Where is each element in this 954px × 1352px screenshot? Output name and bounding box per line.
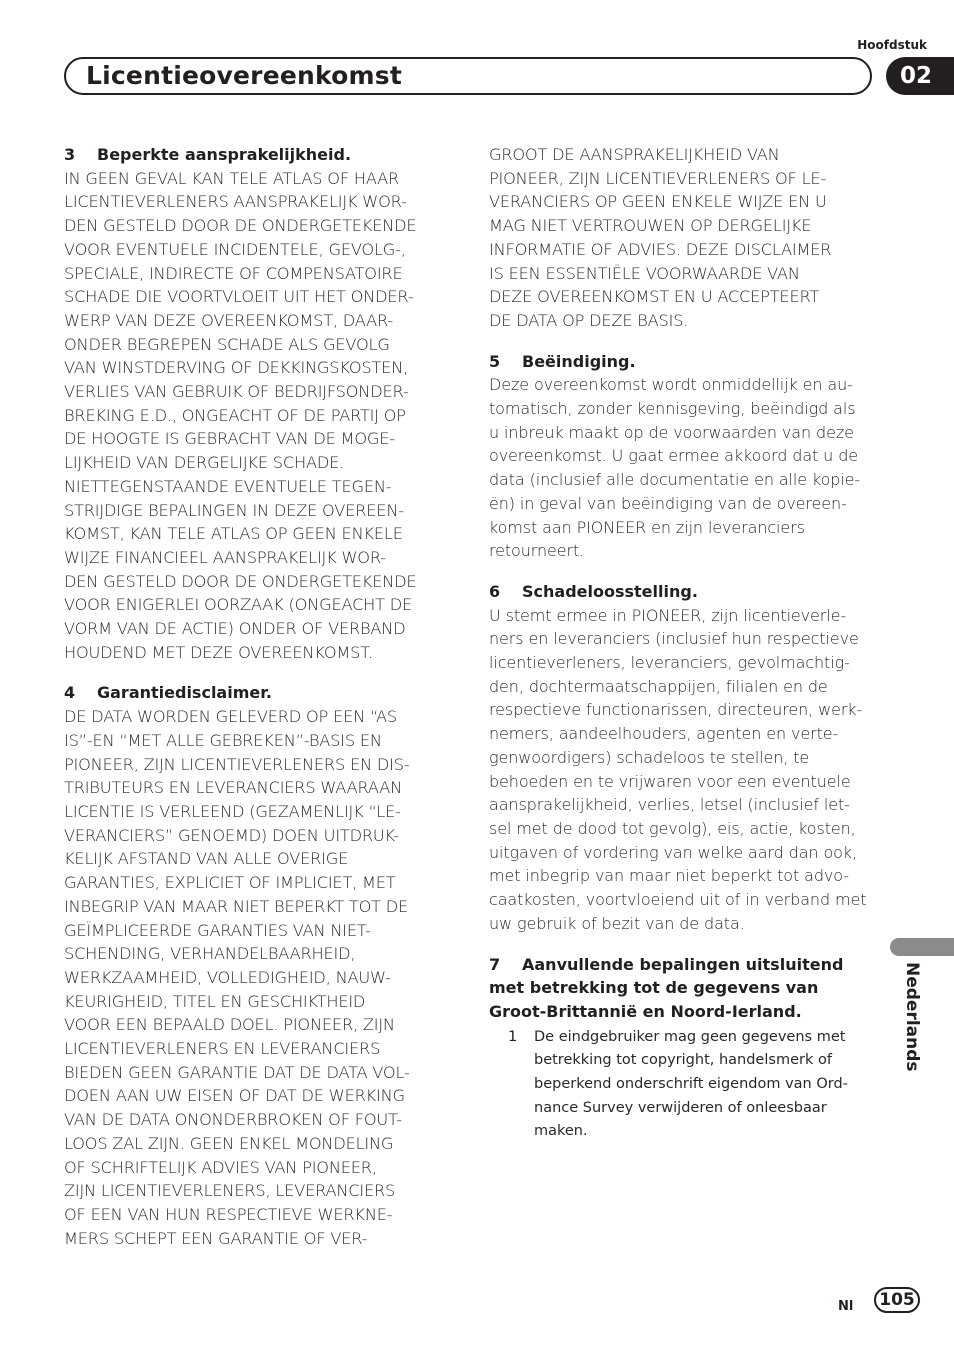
section-7 xyxy=(489,953,875,1145)
section-number: 4 xyxy=(64,683,76,703)
page-number: 105 xyxy=(874,1287,920,1313)
section-heading xyxy=(64,143,450,167)
section-number: 3 xyxy=(64,145,76,164)
section-heading xyxy=(489,350,875,374)
section-body: U stemt ermee in PIONEER, zijn licentieverle- ners en leveranciers (inclusief hun respectieve licentieverleners, leveranciers, gevolmachtig- den, dochtermaatschappijen, filialen en de respectieve functionarissen, directeuren, werk- nemers, aandeelhouders, agenten en verte- genwoordigers) schadeloos te stellen, te behoeden en te vrijwaren voor een eventuele aansprakelijkheid, verlies, letsel (inclusief let- sel met de dood tot gevolg), eis, actie, kosten, uitgaven of vordering van welke aard dan ook, met inbegrip van maar niet beperkt tot advo- caatkosten, voortvloeiend uit of in verband met uw gebruik of bezit van de data. xyxy=(489,605,867,933)
list-item-text: De eindgebruiker mag geen gegevens met betrekking tot copyright, handelsmerk of beperkend onderschrift eigendom van Ord- nance Survey verwijderen of onleesbaar maken. xyxy=(534,1028,848,1140)
section-title: Garantiedisclaimer. xyxy=(97,683,272,703)
section-body: DE DATA WORDEN GELEVERD OP EEN “AS IS”-EN “MET ALLE GEBREKEN”-BASIS EN PIONEER, ZIJN LICENTIEVERLENERS EN DIS- TRIBUTEURS EN LEVERANCIERS WAARAAN LICENTIE IS VERLEEND (GEZAMENLIJK “LE- VERANCIERS” GENOEMD) DOEN UITDRUK- KELIJK AFSTAND VAN ALLE OVERIGE GARANTIES, EXPLICIET OF IMPLICIET, MET INBEGRIP VAN MAAR NIET BEPERKT TOT DE GEÏMPLICEERDE GARANTIES VAN NIET- SCHENDING, VERHANDELBAARHEID, WERKZAAMHEID, VOLLEDIGHEID, NAUW- KEURIGHEID, TITEL EN GESCHIKTHEID VOOR EEN BEPAALD DOEL. PIONEER, ZIJN LICENTIEVERLENERS EN LEVERANCIERS BIEDEN GEEN GARANTIE DAT DE DATA VOL- DOEN AAN UW EISEN OF DAT DE WERKING VAN DE DATA ONONDERBROKEN OF FOUT- LOOS ZAL ZIJN. GEEN ENKEL MONDELING OF SCHRIFTELIJK ADVIES VAN PIONEER, ZIJN LICENTIEVERLENERS, LEVERANCIERS OF EEN VAN HUN RESPECTIEVE WERKNE- MERS SCHEPT EEN GARANTIE OF VER- xyxy=(64,707,410,1248)
right-column xyxy=(489,143,875,1161)
section-body: GROOT DE AANSPRAKELIJKHEID VAN PIONEER, ZIJN LICENTIEVERLENERS OF LE- VERANCIERS OP GEEN ENKELE WIJZE EN U MAG NIET VERTROUWEN OP DERGELIJKE INFORMATIE OF ADVIES. DEZE DISCLAIMER IS EEN ESSENTIËLE VOORWAARDE VAN DEZE OVEREENKOMST EN U ACCEPTEERT DE DATA OP DEZE BASIS. xyxy=(489,145,832,330)
section-5 xyxy=(489,350,875,563)
section-4-continued xyxy=(489,143,875,333)
section-title: Aanvullende bepalingen uitsluitend xyxy=(522,954,844,974)
language-label-text: Nederlands xyxy=(902,962,922,1072)
page-title: Licentieovereenkomst xyxy=(86,61,403,90)
header-bar xyxy=(64,57,872,95)
section-4 xyxy=(64,681,450,1250)
section-3 xyxy=(64,143,450,664)
section-title: Beëindiging. xyxy=(522,351,636,371)
section-heading xyxy=(489,953,875,977)
section-body: Deze overeenkomst wordt onmiddellijk en au- tomatisch, zonder kennisgeving, beëindigd als u inbreuk maakt op de voorwaarden van deze overeenkomst. U gaat ermee akkoord dat u de data (inclusief alle documentatie en alle kopie- ën) in geval van beëindiging van de overeen- komst aan PIONEER en zijn leveranciers retourneert. xyxy=(489,375,861,561)
section-6 xyxy=(489,580,875,936)
section-heading xyxy=(489,580,875,604)
section-number: 6 xyxy=(489,581,501,601)
section-title-continued: met betrekking tot de gegevens van Groot-Brittannië en Noord-Ierland. xyxy=(489,978,819,1021)
chapter-label: Hoofdstuk xyxy=(857,38,927,52)
language-code: Nl xyxy=(838,1299,854,1314)
section-title: Beperkte aansprakelijkheid. xyxy=(97,145,352,164)
section-number: 5 xyxy=(489,351,501,371)
language-side-label xyxy=(888,962,928,1082)
section-title: Schadeloosstelling. xyxy=(522,581,698,601)
language-tab-marker xyxy=(890,938,954,956)
chapter-number-tab: 02 xyxy=(886,57,954,95)
list-item xyxy=(489,1026,875,1145)
section-number: 7 xyxy=(489,954,501,974)
section-body: IN GEEN GEVAL KAN TELE ATLAS OF HAAR LICENTIEVERLENERS AANSPRAKELIJK WOR- DEN GESTELD DOOR DE ONDERGETEKENDE VOOR EVENTUELE INCIDENTELE, GEVOLG-, SPECIALE, INDIRECTE OF COMPENSATOIRE SCHADE DIE VOORTVLOEIT UIT HET ONDER- WERP VAN DEZE OVEREENKOMST, DAAR- ONDER BEGREPEN SCHADE ALS GEVOLG VAN WINSTDERVING OF DEKKINGSKOSTEN, VERLIES VAN GEBRUIK OF BEDRIJFSONDER- BREKING E.D., ONGEACHT OF DE PARTIJ OP DE HOOGTE IS GEBRACHT VAN DE MOGE- LIJKHEID VAN DERGELIJKE SCHADE. NIETTEGENSTAANDE EVENTUELE TEGEN- STRIJDIGE BEPALINGEN IN DEZE OVEREEN- KOMST, KAN TELE ATLAS OP GEEN ENKELE WIJZE FINANCIEEL AANSPRAKELIJK WOR- DEN GESTELD DOOR DE ONDERGETEKENDE VOOR ENIGERLEI OORZAAK (ONGEACHT DE VORM VAN DE ACTIE) ONDER OF VERBAND HOUDEND MET DEZE OVEREENKOMST. xyxy=(64,168,417,662)
left-column xyxy=(64,143,450,1267)
section-heading xyxy=(64,681,450,705)
list-item-number: 1 xyxy=(508,1028,518,1045)
